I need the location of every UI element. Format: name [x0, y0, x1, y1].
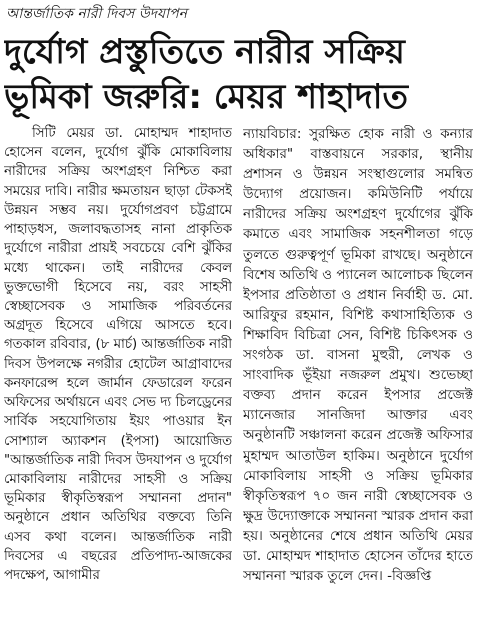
article-kicker: আন্তর্জাতিক নারী দিবস উদযাপন — [6, 6, 187, 22]
right-column-text: ন্যায়বিচার: সুরক্ষিত হোক নারী ও কন্যার অধিকার" বাস্তবায়নে সরকার, স্থানীয় প্রশাসন ও উন্নয়ন সংস্থাগুলোর সমন্বিত উদ্যোগ প্রয়োজন। কমিউনিটি পর্যায়ে নারীদের সক্রিয় অংশগ্রহণ দুর্যোগের ঝুঁকি কমাতে এবং সামাজিক সহনশীলতা গড়ে তুলতে গুরুত্বপূর্ণ ভূমিকা রাখছে। অনুষ্ঠানে বিশেষ অতিথি ও প্যানেল আলোচক ছিলেন ইপসার প্রতিষ্ঠাতা ও প্রধান নির্বাহী ড. মো. আরিফুর রহমান, বিশিষ্ট কথাসাহিত্যিক ও শিক্ষাবিদ বিচিত্রা সেন, বিশিষ্ট চিকিৎসক ও সংগঠক ডা. বাসনা মুহুরী, লেখক ও সাংবাদিক ভূঁইয়া নজরুল প্রমুখ। শুভেচ্ছা বক্তব্য প্রদান করেন ইপসার প্রজেক্ট ম্যানেজার সানজিদা আক্তার এবং অনুষ্ঠানটি সঞ্চালনা করেন প্রজেক্ট অফিসার মুহাম্মদ আতাউল হাকিম। অনুষ্ঠানে দুর্যোগ মোকাবিলায় সাহসী ও সক্রিয় ভূমিকার স্বীকৃতিস্বরূপ ৭০ জন নারী স্বেচ্ছাসেবক ও ক্ষুদ্র উদ্যোক্তাকে সম্মাননা স্মারক প্রদান করা হয়। অনুষ্ঠানের শেষে প্রধান অতিথি মেয়র ডা. মোহাম্মদ শাহাদাত হোসেন তাঁদের হাতে সম্মাননা স্মারক তুলে দেন। -বিজ্ঞপ্তি — [243, 126, 473, 585]
headline-line-1: দুর্যোগ প্রস্তুতিতে নারীর সক্রিয় — [4, 32, 405, 72]
article-body-left-column — [4, 124, 232, 624]
article-body-right-column — [243, 124, 473, 624]
left-column-text: সিটি মেয়র ডা. মোহাম্মদ শাহাদাত হোসেন বলেন, দুর্যোগ ঝুঁকি মোকাবিলায় নারীদের সক্রিয় অংশগ্রহণ নিশ্চিত করা সময়ের দাবি। নারীর ক্ষমতায়ন ছাড়া টেকসই উন্নয়ন সম্ভব নয়। দুর্যোগপ্রবণ চট্টগ্রামে পাহাড়ধস, জলাবদ্ধতাসহ নানা প্রাকৃতিক দুর্যোগে নারীরা প্রায়ই সবচেয়ে বেশি ঝুঁকির মধ্যে থাকেন। তাই নারীদের কেবল ভুক্তভোগী হিসেবে নয়, বরং সাহসী স্বেচ্ছাসেবক ও সামাজিক পরিবর্তনের অগ্রদূত হিসেবে এগিয়ে আসতে হবে। গতকাল রবিবার, (৮ মার্চ) আন্তর্জাতিক নারী দিবস উপলক্ষে নগরীর হোটেল আগ্রাবাদের কনফারেন্স হলে জার্মান ফেডারেল ফরেন অফিসের অর্থায়নে এবং সেভ দ্য চিলড্রেনের সার্বিক সহযোগিতায় ইয়ং পাওয়ার ইন সোশ্যাল অ্যাকশন (ইপসা) আয়োজিত "আন্তর্জাতিক নারী দিবস উদযাপন ও দুর্যোগ মোকাবিলায় নারীদের সাহসী ও সক্রিয় ভূমিকার স্বীকৃতিস্বরূপ সম্মাননা প্রদান" অনুষ্ঠানে প্রধান অতিথির বক্তব্যে তিনি এসব কথা বলেন। আন্তর্জাতিক নারী দিবসের এ বছরের প্রতিপাদ্য-আজকের পদক্ষেপ, আগামীর — [4, 126, 232, 584]
headline-line-2: ভূমিকা জরুরি: মেয়র শাহাদাত — [4, 77, 408, 117]
